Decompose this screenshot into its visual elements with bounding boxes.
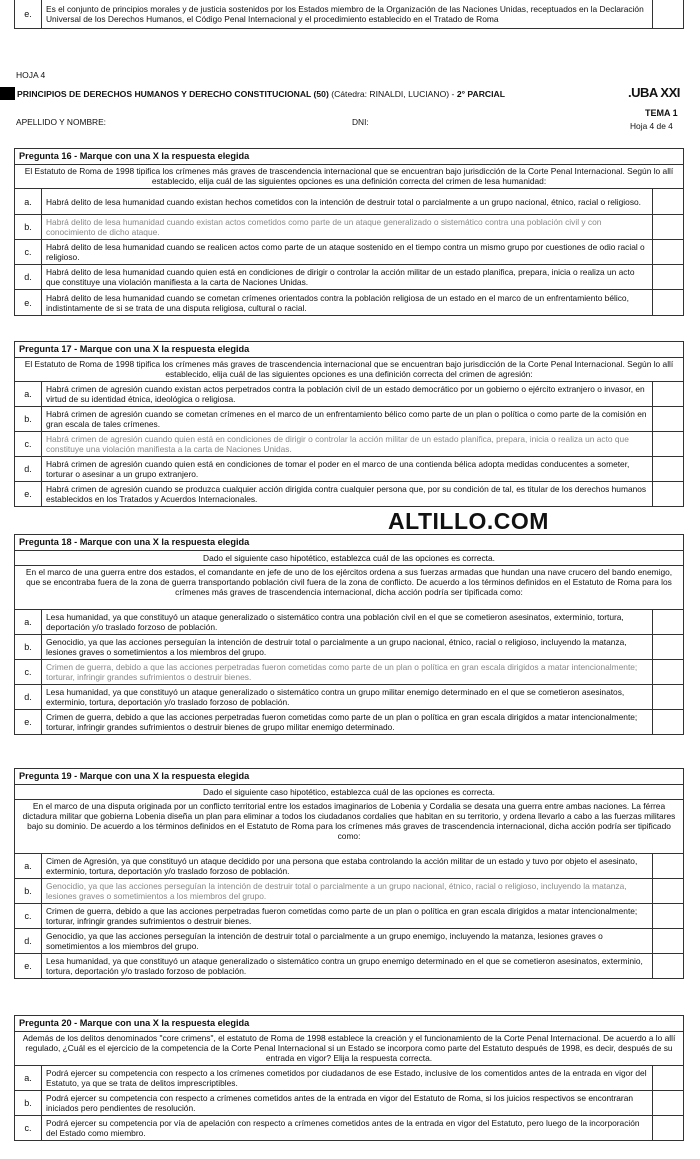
- option-letter: a.: [15, 1066, 42, 1090]
- option-text: Podrá ejercer su competencia por vía de apelación con respecto a crímenes cometidos antes de la entrada en vigor del Estatuto, pero luego de la incorporación del Estado como miembro.: [46, 1118, 640, 1138]
- option-letter: e.: [15, 290, 42, 315]
- option-letter: e.: [15, 0, 42, 28]
- answer-box[interactable]: [652, 189, 683, 214]
- answer-box[interactable]: [652, 660, 683, 684]
- option-letter: a.: [15, 382, 42, 406]
- option-letter: e.: [15, 954, 42, 978]
- answer-box[interactable]: [652, 954, 683, 978]
- answer-box[interactable]: [652, 1116, 683, 1140]
- option-text: Podrá ejercer su competencia con respecto a crímenes cometidos antes de la entrada en vigor del Estatuto de Roma, si los juicios respectivos se encontraran iniciados pero pendientes de resolución.: [46, 1093, 634, 1113]
- option-letter: b.: [15, 635, 42, 659]
- option-letter: e.: [15, 710, 42, 734]
- option-letter: a.: [15, 854, 42, 878]
- option-letter: c.: [15, 904, 42, 928]
- option-text: Lesa humanidad, ya que constituyó un ataque generalizado o sistemático contra un grupo militar enemigo determinado en el que se cometieron asesinatos, exterminio, tortura, deportación y/o traslado forzoso de población.: [46, 687, 625, 707]
- option-text: Habrá delito de lesa humanidad cuando quien está en condiciones de dirigir o controlar la acción militar de un estado planifica, prepara, inicia o realiza un acto que constituye una violación manifiesta a la carta de Naciones Unidas.: [46, 267, 635, 287]
- answer-box[interactable]: [652, 0, 683, 28]
- question-intro: Además de los delitos denominados "core crimens", el estatuto de Roma de 1998 establece la creación y el funcionamiento de la Corte Penal Internacional. De acuerdo a lo allí regulado, ¿Cuál es el ejercicio de la competencia de la Corte Penal Internacional si un Estado se incorpora como parte del Estatuto después de 1998, es decir, después de su entrada en vigor? Elija la respuesta correcta.: [15, 1032, 683, 1066]
- option-text: Habrá crimen de agresión cuando se cometan crímenes en el marco de un enfrentamiento bélico como parte de un plan o política o como parte de la comisión en gran escala de tales crímenes.: [46, 409, 647, 429]
- question-title: Pregunta 16 - Marque con una X la respuesta elegida: [15, 149, 683, 165]
- answer-box[interactable]: [652, 904, 683, 928]
- option-text: Podrá ejercer su competencia con respecto a los crímenes cometidos por ciudadanos de ese Estado, inclusive de los comentidos antes de la entrada en vigor del Estatuto, ya que se trata de delitos imprescriptibles.: [46, 1068, 647, 1088]
- question-16: [14, 148, 684, 316]
- page-number: Hoja 4 de 4: [630, 121, 673, 131]
- answer-box[interactable]: [652, 240, 683, 264]
- answer-box[interactable]: [652, 215, 683, 239]
- question-case: En el marco de una disputa originada por un conflicto territorial entre los estados imaginarios de Lobenia y Cordalia se desata una guerra entre ambas naciones. La férrea dictadura militar que gobierna Lobenia diseña un plan para eliminar a todos los ciudadanos cordalies que habitan en su territorio, y ordena llevarlo a cabo a las fuerzas militares bajo su dominio. De acuerdo a los términos definidos en el Estatuto de Roma para los crímenes más graves de trascendencia internacional, dicha acción podría ser tipificado como:: [15, 800, 683, 854]
- option-letter: a.: [15, 610, 42, 634]
- option-text: Crimen de guerra, debido a que las acciones perpetradas fueron cometidas como parte de un plan o política en gran escala dirigidos a matar intencionalmente; torturar, infringir grandes sufrimientos o destruir bienes.: [46, 906, 638, 926]
- question-intro: El Estatuto de Roma de 1998 tipifica los crímenes más graves de trascendencia internacional que se encuentran bajo jurisdicción de la Corte Penal Internacional. Según lo allí establecido, elija cuál de las siguientes opciones es una definición correcta del crimen de agresión:: [15, 358, 683, 382]
- option-letter: b.: [15, 879, 42, 903]
- option-text: Habrá delito de lesa humanidad cuando se realicen actos como parte de un ataque sostenido en el tiempo contra un mismo grupo por cuestiones de odio racial o religioso.: [46, 242, 645, 262]
- tema-label: TEMA 1: [645, 108, 678, 118]
- question-17: [14, 341, 684, 507]
- answer-box[interactable]: [652, 1066, 683, 1090]
- answer-box[interactable]: [652, 854, 683, 878]
- option-letter: b.: [15, 1091, 42, 1115]
- option-text: Genocidio, ya que las acciones perseguían la intención de destruir total o parcialmente a un grupo nacional, étnico, racial o religioso, incluyendo la matanza, lesiones graves o sometimientos a los miembros del grupo.: [46, 637, 627, 657]
- hoja-label: HOJA 4: [16, 70, 46, 80]
- course-name: PRINCIPIOS DE DERECHOS HUMANOS Y DERECHO CONSTITUCIONAL (50): [17, 89, 329, 99]
- answer-box[interactable]: [652, 290, 683, 315]
- option-letter: a.: [15, 189, 42, 214]
- option-letter: b.: [15, 215, 42, 239]
- option-letter: c.: [15, 1116, 42, 1140]
- option-text: Habrá delito de lesa humanidad cuando existan hechos cometidos con la intención de destruir total o parcialmente a un grupo nacional, étnico, racial o religioso.: [46, 196, 641, 207]
- question-19: [14, 768, 684, 979]
- option-text: Habrá crimen de agresión cuando existan actos perpetrados contra la población civil de un estado democrático por un gobierno o ejército extranjero o invasor, en virtud de su identidad étnica, ideológica o religiosa.: [46, 384, 645, 404]
- option-text: Lesa humanidad, ya que constituyó un ataque generalizado o sistemático contra una población civil en el que se cometieron asesinatos, exterminio, tortura, deportación y/o traslado forzoso de población.: [46, 612, 624, 632]
- option-letter: c.: [15, 660, 42, 684]
- option-text: Crimen de guerra, debido a que las acciones perpetradas fueron cometidas como parte de un plan o política en gran escala dirigidos a matar intencionalmente; torturar, infringir grandes sufrimientos o destruir bienes.: [46, 662, 638, 682]
- answer-box[interactable]: [652, 457, 683, 481]
- option-letter: c.: [15, 240, 42, 264]
- question-title: Pregunta 17 - Marque con una X la respuesta elegida: [15, 342, 683, 358]
- option-text: Cimen de Agresión, ya que constituyó un ataque decidido por una persona que estaba controlando la acción militar de un estado y tuvo por objeto el asesinato, exterminio, tortura, deportación y/o traslado forzoso de población.: [46, 856, 638, 876]
- uba-logo: .UBA XXI: [628, 85, 680, 100]
- option-letter: b.: [15, 407, 42, 431]
- top-option-row: [14, 0, 684, 29]
- answer-box[interactable]: [652, 407, 683, 431]
- course-title: [17, 89, 505, 99]
- option-text: Genocidio, ya que las acciones perseguían la intención de destruir total o parcialmente a un grupo enemigo, incluyendo la matanza, lesiones graves o sometimientos a los miembros del grupo.: [46, 931, 603, 951]
- parcial: 2° PARCIAL: [456, 89, 505, 99]
- answer-box[interactable]: [652, 382, 683, 406]
- option-letter: d.: [15, 457, 42, 481]
- option-letter: e.: [15, 482, 42, 506]
- option-letter: d.: [15, 929, 42, 953]
- option-text: Es el conjunto de principios morales y de justicia sostenidos por los Estados miembro de la Organización de las Naciones Unidas, receptuados en la Declaración Universal de los Derechos Humanos, el Código Penal Internacional y el procedimiento establecido en el Tratado de Roma: [46, 4, 644, 24]
- black-marker: [0, 87, 15, 100]
- question-intro: El Estatuto de Roma de 1998 tipifica los crímenes más graves de trascendencia internacional que se encuentran bajo jurisdicción de la Corte Penal Internacional. Según lo allí establecido, elija cuál de las siguientes opciones es una definición correcta del crimen de lesa humanidad:: [15, 165, 683, 189]
- option-text: Habrá delito de lesa humanidad cuando se cometan crímenes orientados contra la población religiosa de un estado en el marco de un enfrentamiento bélico, indistintamente de si se trata de una disputa religiosa, cultural o racial.: [46, 292, 629, 313]
- answer-box[interactable]: [652, 710, 683, 734]
- question-intro: Dado el siguiente caso hipotético, establezca cuál de las opciones es correcta.: [15, 785, 683, 800]
- question-title: Pregunta 19 - Marque con una X la respuesta elegida: [15, 769, 683, 785]
- apellido-label: APELLIDO Y NOMBRE:: [16, 117, 106, 127]
- question-title: Pregunta 18 - Marque con una X la respuesta elegida: [15, 535, 683, 551]
- question-intro: Dado el siguiente caso hipotético, establezca cuál de las opciones es correcta.: [15, 551, 683, 566]
- question-case: En el marco de una guerra entre dos estados, el comandante en jefe de uno de los ejércitos ordena a sus fuerzas armadas que hundan una nave crucero del bando enemigo, que se encontraba fuera de la zona de guerra transportando población civil fuera de la zona de conflicto. De acuerdo a los términos definidos en el Estatuto de Roma para los crímenes más graves de trascendencia internacional, dicha acción podría ser tipificada como:: [15, 566, 683, 610]
- answer-box[interactable]: [652, 1091, 683, 1115]
- watermark: ALTILLO.COM: [388, 508, 549, 534]
- question-18: [14, 534, 684, 735]
- option-letter: d.: [15, 265, 42, 289]
- catedra: (Cátedra: RINALDI, LUCIANO) -: [331, 89, 455, 99]
- answer-box[interactable]: [652, 265, 683, 289]
- dni-label: DNI:: [352, 117, 369, 127]
- option-text: Habrá delito de lesa humanidad cuando existan actos cometidos como parte de un ataque generalizado o sistemático contra una población civil y con conocimiento de dicho ataque.: [46, 217, 602, 237]
- answer-box[interactable]: [652, 635, 683, 659]
- answer-box[interactable]: [652, 432, 683, 456]
- answer-box[interactable]: [652, 610, 683, 634]
- option-text: Genocidio, ya que las acciones perseguían la intención de destruir total o parcialmente a un grupo nacional, étnico, racial o religioso, incluyendo la matanza, lesiones graves o sometimientos a los miembros del grupo.: [46, 881, 627, 901]
- option-text: Crimen de guerra, debido a que las acciones perpetradas fueron cometidas como parte de un plan o política en gran escala dirigidos a matar intencionalmente; torturar, infringir grandes sufrimientos o destruir bienes de grupo militar enemigo determinado.: [46, 712, 638, 732]
- answer-box[interactable]: [652, 879, 683, 903]
- option-text: Habrá crimen de agresión cuando quien está en condiciones de tomar el poder en el marco de una contienda bélica adopta medidas conducentes a someter, torturar o asesinar a un grupo extranjero.: [46, 459, 630, 479]
- question-title: Pregunta 20 - Marque con una X la respuesta elegida: [15, 1016, 683, 1032]
- answer-box[interactable]: [652, 685, 683, 709]
- answer-box[interactable]: [652, 482, 683, 506]
- option-text: Lesa humanidad, ya que constituyó un ataque generalizado o sistemático contra un grupo enemigo determinado en el que se cometieron asesinatos, exterminio, tortura, deportación y/o traslado forzoso de población.: [46, 956, 643, 976]
- option-text: Habrá crimen de agresión cuando quien está en condiciones de dirigir o controlar la acción militar de un estado planifica, prepara, inicia o realiza un acto que constituye una violación manifiesta a la carta de Naciones Unidas.: [46, 434, 629, 454]
- option-text: Habrá crimen de agresión cuando se produzca cualquier acción dirigida contra cualquier persona que, por su condición de tal, es titular de los derechos humanos establecidos en los Tratados y Acuerdos Internacionales.: [46, 484, 647, 504]
- answer-box[interactable]: [652, 929, 683, 953]
- option-letter: c.: [15, 432, 42, 456]
- option-letter: d.: [15, 685, 42, 709]
- question-20: [14, 1015, 684, 1141]
